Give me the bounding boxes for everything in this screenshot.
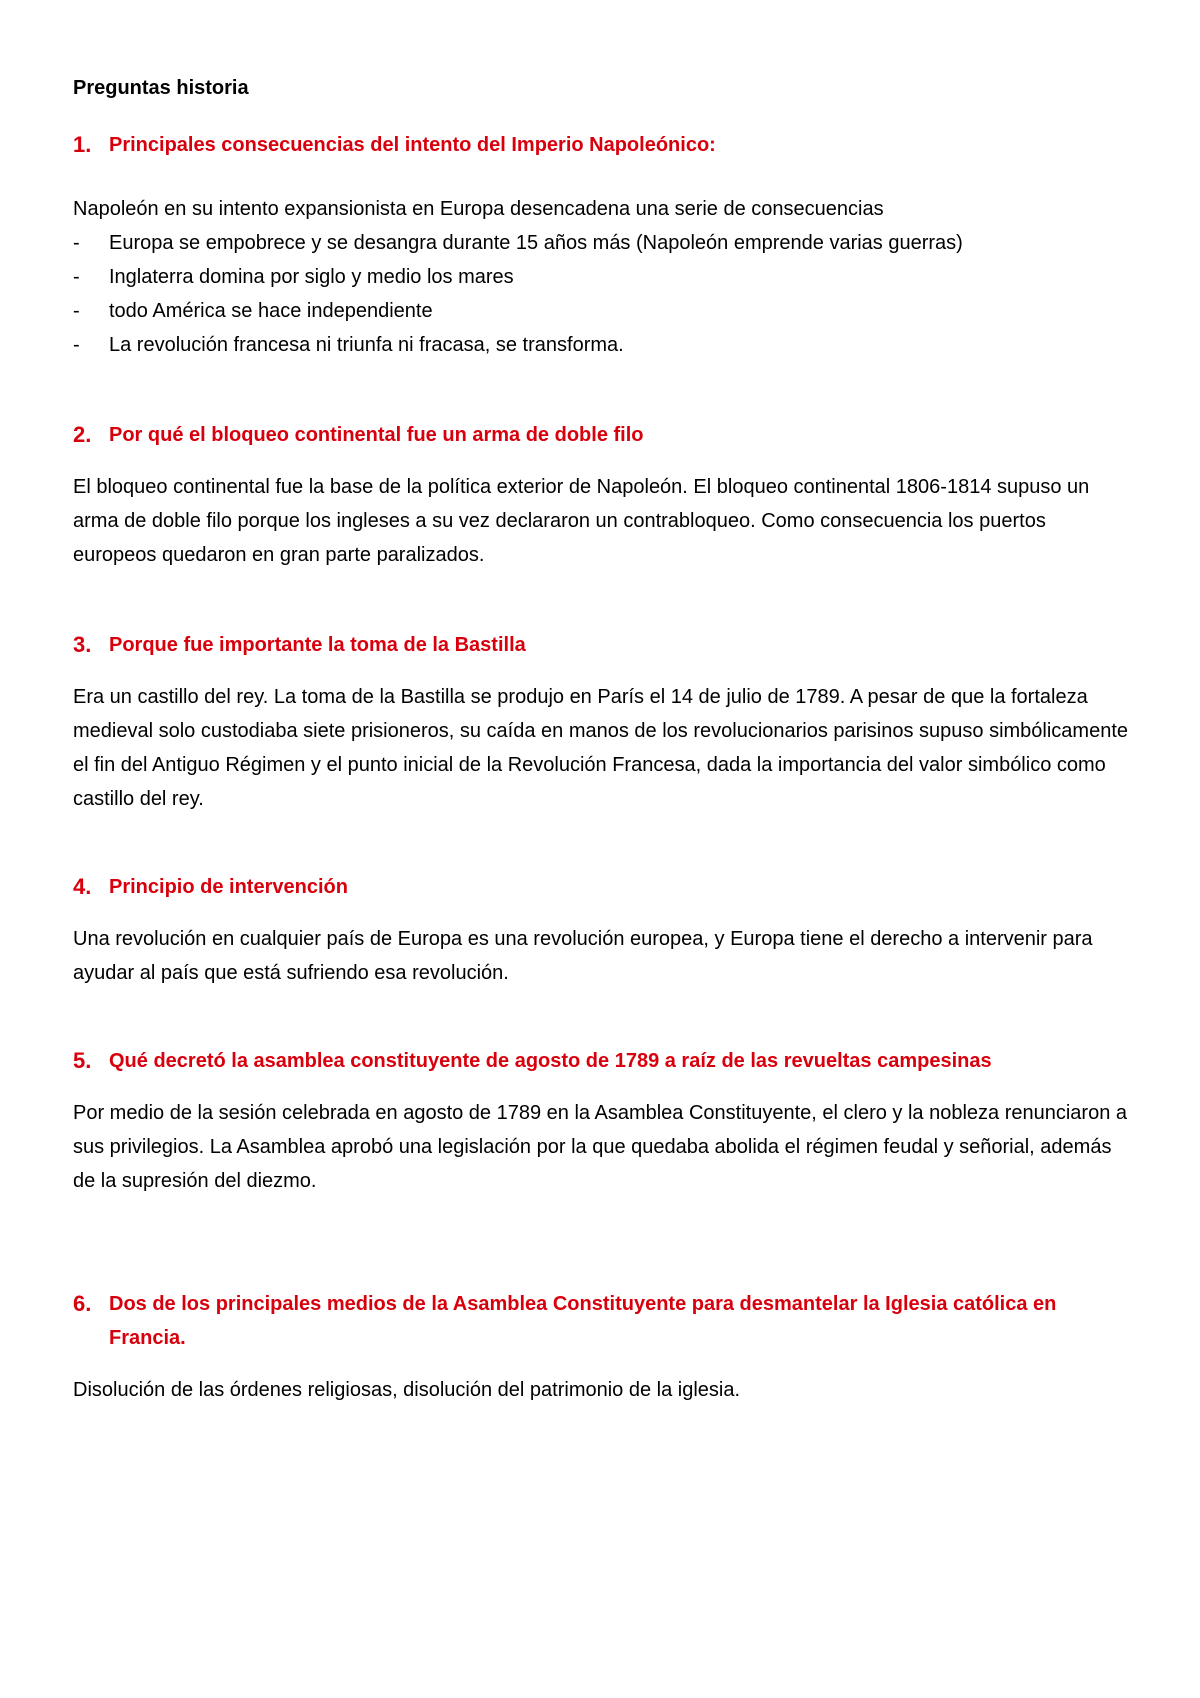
question-1-heading — [73, 128, 1133, 162]
bullet-text: todo América se hace independiente — [109, 300, 433, 322]
bullet-text: Europa se empobrece y se desangra durante 15 años más (Napoleón emprende varias guerras) — [109, 232, 963, 254]
question-6-answer: Disolución de las órdenes religiosas, disolución del patrimonio de la iglesia. — [73, 1379, 741, 1401]
list-item — [73, 226, 1133, 260]
question-5-answer: Por medio de la sesión celebrada en agosto de 1789 en la Asamblea Constituyente, el clero y la nobleza renunciaron a sus privilegios. La Asamblea aprobó una legislación por la que quedaba abolida el régimen feudal y señorial, además de la supresión del diezmo. — [73, 1102, 1128, 1192]
question-1-bullet-list — [73, 226, 1133, 362]
bullet-dash: - — [73, 300, 80, 322]
question-3-number: 3. — [73, 632, 92, 657]
question-6-heading — [73, 1287, 1133, 1355]
list-item — [73, 260, 1133, 294]
bullet-dash: - — [73, 266, 80, 288]
question-6-title: Dos de los principales medios de la Asamblea Constituyente para desmantelar la Iglesia católica en Francia. — [109, 1293, 1057, 1349]
question-1-intro: Napoleón en su intento expansionista en Europa desencadena una serie de consecuencias — [73, 198, 884, 220]
bullet-dash: - — [73, 334, 80, 356]
question-3-title: Porque fue importante la toma de la Bastilla — [109, 634, 526, 656]
question-2-answer: El bloqueo continental fue la base de la política exterior de Napoleón. El bloqueo continental 1806-1814 supuso un arma de doble filo porque los ingleses a su vez declararon un contrabloqueo. Como consecuencia los puertos europeos quedaron en gran parte paralizados. — [73, 476, 1090, 566]
question-4-title: Principio de intervención — [109, 876, 348, 898]
question-5-heading — [73, 1044, 1133, 1078]
bullet-text: Inglaterra domina por siglo y medio los mares — [109, 266, 514, 288]
bullet-text: La revolución francesa ni triunfa ni fracasa, se transforma. — [109, 334, 624, 356]
question-5-number: 5. — [73, 1048, 92, 1073]
question-6-number: 6. — [73, 1291, 92, 1316]
question-1-title: Principales consecuencias del intento del Imperio Napoleónico: — [109, 134, 716, 156]
document-title: Preguntas historia — [73, 77, 249, 99]
question-5-title: Qué decretó la asamblea constituyente de agosto de 1789 a raíz de las revueltas campesinas — [109, 1050, 992, 1072]
question-3-answer: Era un castillo del rey. La toma de la Bastilla se produjo en París el 14 de julio de 1789. A pesar de que la fortaleza medieval solo custodiaba siete prisioneros, su caída en manos de los revolucionarios parisinos supuso simbólicamente el fin del Antiguo Régimen y el punto inicial de la Revolución Francesa, dada la importancia del valor simbólico como castillo del rey. — [73, 686, 1129, 810]
question-2-title: Por qué el bloqueo continental fue un arma de doble filo — [109, 424, 644, 446]
question-2-number: 2. — [73, 422, 92, 447]
question-4-number: 4. — [73, 874, 92, 899]
question-2-heading — [73, 418, 1133, 452]
list-item — [73, 328, 1133, 362]
question-4-heading — [73, 870, 1133, 904]
list-item — [73, 294, 1133, 328]
question-1-number: 1. — [73, 132, 92, 157]
bullet-dash: - — [73, 232, 80, 254]
question-4-answer: Una revolución en cualquier país de Europa es una revolución europea, y Europa tiene el derecho a intervenir para ayudar al país que está sufriendo esa revolución. — [73, 928, 1093, 984]
question-3-heading — [73, 628, 1133, 662]
